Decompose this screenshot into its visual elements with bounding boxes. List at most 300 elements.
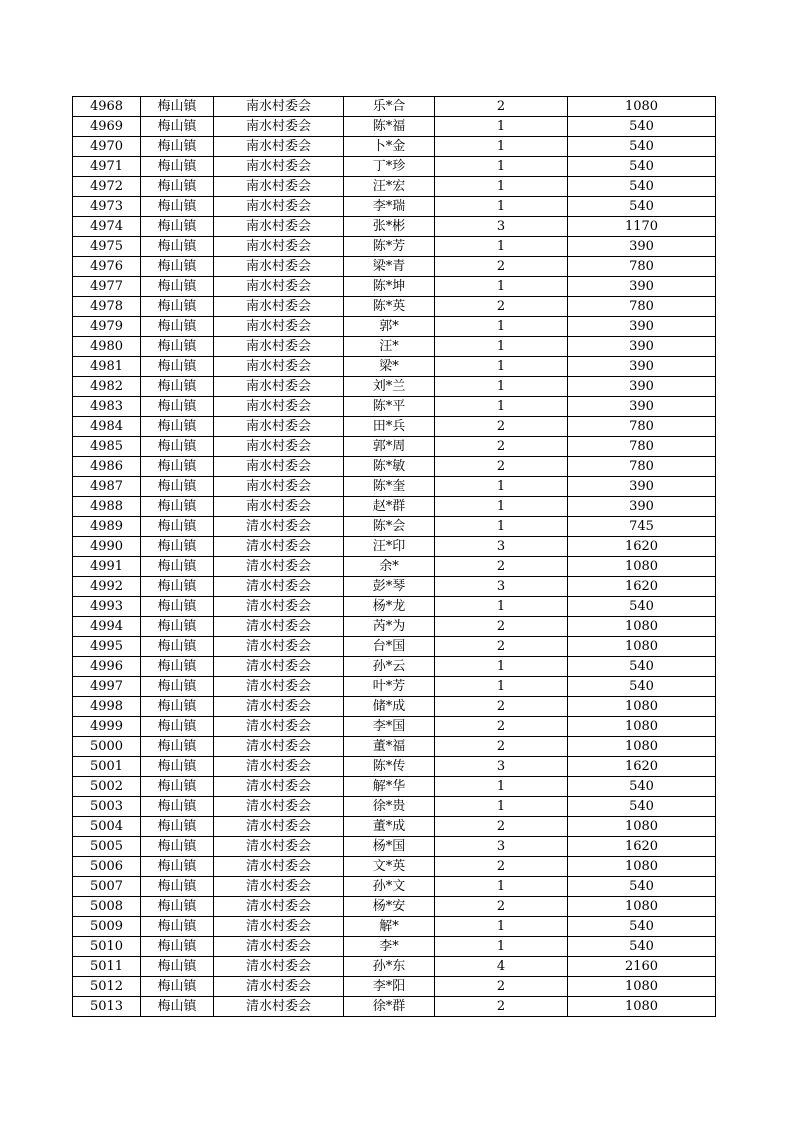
record-id-cell: 4982 — [73, 377, 141, 397]
household-count-cell: 1 — [435, 157, 568, 177]
village-cell: 清水村委会 — [214, 637, 344, 657]
table-row — [73, 777, 716, 797]
household-count-cell: 2 — [435, 697, 568, 717]
name-cell: 丁*珍 — [344, 157, 435, 177]
town-cell: 梅山镇 — [141, 317, 214, 337]
town-cell: 梅山镇 — [141, 857, 214, 877]
village-cell: 清水村委会 — [214, 677, 344, 697]
amount-cell: 1080 — [568, 857, 716, 877]
household-count-cell: 2 — [435, 97, 568, 117]
record-id-cell: 5013 — [73, 997, 141, 1017]
table-row — [73, 937, 716, 957]
village-cell: 南水村委会 — [214, 317, 344, 337]
town-cell: 梅山镇 — [141, 717, 214, 737]
table-row — [73, 617, 716, 637]
town-cell: 梅山镇 — [141, 257, 214, 277]
household-count-cell: 2 — [435, 717, 568, 737]
record-id-cell: 4981 — [73, 357, 141, 377]
household-count-cell: 2 — [435, 737, 568, 757]
household-count-cell: 3 — [435, 537, 568, 557]
household-count-cell: 2 — [435, 977, 568, 997]
village-cell: 清水村委会 — [214, 937, 344, 957]
household-count-cell: 1 — [435, 657, 568, 677]
household-count-cell: 2 — [435, 457, 568, 477]
record-id-cell: 5004 — [73, 817, 141, 837]
record-id-cell: 4973 — [73, 197, 141, 217]
household-count-cell: 1 — [435, 797, 568, 817]
name-cell: 陈*会 — [344, 517, 435, 537]
village-cell: 清水村委会 — [214, 797, 344, 817]
table-row — [73, 537, 716, 557]
name-cell: 陈*坤 — [344, 277, 435, 297]
amount-cell: 390 — [568, 317, 716, 337]
village-cell: 清水村委会 — [214, 597, 344, 617]
table-row — [73, 737, 716, 757]
record-id-cell: 5000 — [73, 737, 141, 757]
record-id-cell: 4968 — [73, 97, 141, 117]
village-cell: 清水村委会 — [214, 697, 344, 717]
town-cell: 梅山镇 — [141, 457, 214, 477]
record-id-cell: 5001 — [73, 757, 141, 777]
village-cell: 南水村委会 — [214, 117, 344, 137]
name-cell: 汪*印 — [344, 537, 435, 557]
record-id-cell: 4977 — [73, 277, 141, 297]
name-cell: 彭*琴 — [344, 577, 435, 597]
name-cell: 叶*芳 — [344, 677, 435, 697]
village-cell: 南水村委会 — [214, 257, 344, 277]
amount-cell: 390 — [568, 397, 716, 417]
household-count-cell: 1 — [435, 517, 568, 537]
record-id-cell: 4993 — [73, 597, 141, 617]
name-cell: 梁* — [344, 357, 435, 377]
record-id-cell: 4990 — [73, 537, 141, 557]
name-cell: 台*国 — [344, 637, 435, 657]
household-count-cell: 2 — [435, 417, 568, 437]
household-count-cell: 2 — [435, 557, 568, 577]
name-cell: 卜*金 — [344, 137, 435, 157]
amount-cell: 540 — [568, 657, 716, 677]
table-row — [73, 497, 716, 517]
amount-cell: 1080 — [568, 897, 716, 917]
town-cell: 梅山镇 — [141, 897, 214, 917]
name-cell: 乐*合 — [344, 97, 435, 117]
amount-cell: 1620 — [568, 757, 716, 777]
record-id-cell: 5011 — [73, 957, 141, 977]
village-cell: 南水村委会 — [214, 297, 344, 317]
household-count-cell: 2 — [435, 897, 568, 917]
amount-cell: 1080 — [568, 97, 716, 117]
table-row — [73, 637, 716, 657]
table-row — [73, 437, 716, 457]
amount-cell: 540 — [568, 597, 716, 617]
town-cell: 梅山镇 — [141, 497, 214, 517]
table-row — [73, 877, 716, 897]
amount-cell: 390 — [568, 477, 716, 497]
household-count-cell: 1 — [435, 137, 568, 157]
village-cell: 清水村委会 — [214, 737, 344, 757]
table-row — [73, 837, 716, 857]
name-cell: 陈*敏 — [344, 457, 435, 477]
table-row — [73, 477, 716, 497]
table-row — [73, 277, 716, 297]
town-cell: 梅山镇 — [141, 937, 214, 957]
village-cell: 南水村委会 — [214, 417, 344, 437]
amount-cell: 390 — [568, 237, 716, 257]
amount-cell: 1620 — [568, 537, 716, 557]
record-id-cell: 4997 — [73, 677, 141, 697]
village-cell: 清水村委会 — [214, 857, 344, 877]
name-cell: 陈*芳 — [344, 237, 435, 257]
amount-cell: 780 — [568, 297, 716, 317]
table-row — [73, 197, 716, 217]
amount-cell: 540 — [568, 177, 716, 197]
household-count-cell: 1 — [435, 237, 568, 257]
record-id-cell: 5002 — [73, 777, 141, 797]
table-row — [73, 977, 716, 997]
household-count-cell: 1 — [435, 397, 568, 417]
amount-cell: 1080 — [568, 737, 716, 757]
village-cell: 南水村委会 — [214, 337, 344, 357]
record-id-cell: 4983 — [73, 397, 141, 417]
name-cell: 陈*奎 — [344, 477, 435, 497]
record-id-cell: 4998 — [73, 697, 141, 717]
name-cell: 赵*群 — [344, 497, 435, 517]
name-cell: 李*阳 — [344, 977, 435, 997]
household-count-cell: 1 — [435, 917, 568, 937]
name-cell: 解*华 — [344, 777, 435, 797]
town-cell: 梅山镇 — [141, 957, 214, 977]
name-cell: 杨*安 — [344, 897, 435, 917]
amount-cell: 540 — [568, 677, 716, 697]
table-row — [73, 857, 716, 877]
amount-cell: 1080 — [568, 717, 716, 737]
table-row — [73, 337, 716, 357]
amount-cell: 780 — [568, 417, 716, 437]
table-row — [73, 957, 716, 977]
household-count-cell: 2 — [435, 437, 568, 457]
amount-cell: 390 — [568, 277, 716, 297]
household-count-cell: 2 — [435, 257, 568, 277]
name-cell: 徐*贵 — [344, 797, 435, 817]
household-count-cell: 1 — [435, 337, 568, 357]
town-cell: 梅山镇 — [141, 277, 214, 297]
record-id-cell: 4987 — [73, 477, 141, 497]
amount-cell: 1080 — [568, 637, 716, 657]
record-id-cell: 4994 — [73, 617, 141, 637]
table-row — [73, 577, 716, 597]
name-cell: 李* — [344, 937, 435, 957]
table-row — [73, 657, 716, 677]
village-cell: 南水村委会 — [214, 277, 344, 297]
record-id-cell: 4976 — [73, 257, 141, 277]
record-id-cell: 4980 — [73, 337, 141, 357]
household-count-cell: 1 — [435, 777, 568, 797]
name-cell: 孙*东 — [344, 957, 435, 977]
household-count-cell: 1 — [435, 277, 568, 297]
household-count-cell: 1 — [435, 477, 568, 497]
name-cell: 董*成 — [344, 817, 435, 837]
town-cell: 梅山镇 — [141, 117, 214, 137]
village-cell: 南水村委会 — [214, 217, 344, 237]
name-cell: 汪* — [344, 337, 435, 357]
village-cell: 清水村委会 — [214, 657, 344, 677]
town-cell: 梅山镇 — [141, 537, 214, 557]
name-cell: 李*国 — [344, 717, 435, 737]
table-row — [73, 997, 716, 1017]
household-count-cell: 2 — [435, 857, 568, 877]
amount-cell: 1620 — [568, 577, 716, 597]
town-cell: 梅山镇 — [141, 297, 214, 317]
town-cell: 梅山镇 — [141, 237, 214, 257]
household-count-cell: 3 — [435, 837, 568, 857]
village-cell: 南水村委会 — [214, 157, 344, 177]
household-count-cell: 1 — [435, 497, 568, 517]
amount-cell: 1080 — [568, 977, 716, 997]
town-cell: 梅山镇 — [141, 197, 214, 217]
amount-cell: 2160 — [568, 957, 716, 977]
village-cell: 南水村委会 — [214, 457, 344, 477]
household-count-cell: 1 — [435, 117, 568, 137]
household-count-cell: 1 — [435, 677, 568, 697]
amount-cell: 540 — [568, 137, 716, 157]
table-row — [73, 797, 716, 817]
amount-cell: 390 — [568, 357, 716, 377]
amount-cell: 390 — [568, 377, 716, 397]
record-id-cell: 4989 — [73, 517, 141, 537]
amount-cell: 1080 — [568, 817, 716, 837]
town-cell: 梅山镇 — [141, 97, 214, 117]
record-id-cell: 4984 — [73, 417, 141, 437]
household-count-cell: 2 — [435, 997, 568, 1017]
household-count-cell: 2 — [435, 617, 568, 637]
town-cell: 梅山镇 — [141, 677, 214, 697]
name-cell: 徐*群 — [344, 997, 435, 1017]
village-cell: 南水村委会 — [214, 437, 344, 457]
name-cell: 李*瑞 — [344, 197, 435, 217]
record-id-cell: 4974 — [73, 217, 141, 237]
name-cell: 郭* — [344, 317, 435, 337]
table-row — [73, 297, 716, 317]
household-count-cell: 3 — [435, 217, 568, 237]
town-cell: 梅山镇 — [141, 817, 214, 837]
table-row — [73, 97, 716, 117]
village-cell: 清水村委会 — [214, 897, 344, 917]
town-cell: 梅山镇 — [141, 357, 214, 377]
amount-cell: 1080 — [568, 697, 716, 717]
name-cell: 陈*平 — [344, 397, 435, 417]
town-cell: 梅山镇 — [141, 597, 214, 617]
name-cell: 文*英 — [344, 857, 435, 877]
village-cell: 清水村委会 — [214, 817, 344, 837]
table-row — [73, 557, 716, 577]
amount-cell: 1080 — [568, 997, 716, 1017]
village-cell: 南水村委会 — [214, 377, 344, 397]
town-cell: 梅山镇 — [141, 737, 214, 757]
record-id-cell: 4971 — [73, 157, 141, 177]
village-cell: 清水村委会 — [214, 977, 344, 997]
town-cell: 梅山镇 — [141, 417, 214, 437]
town-cell: 梅山镇 — [141, 997, 214, 1017]
amount-cell: 540 — [568, 117, 716, 137]
household-count-cell: 1 — [435, 317, 568, 337]
household-count-cell: 1 — [435, 177, 568, 197]
table-row — [73, 357, 716, 377]
village-cell: 清水村委会 — [214, 577, 344, 597]
name-cell: 杨*龙 — [344, 597, 435, 617]
town-cell: 梅山镇 — [141, 397, 214, 417]
table-row — [73, 177, 716, 197]
record-id-cell: 5007 — [73, 877, 141, 897]
amount-cell: 540 — [568, 917, 716, 937]
town-cell: 梅山镇 — [141, 917, 214, 937]
name-cell: 余* — [344, 557, 435, 577]
town-cell: 梅山镇 — [141, 337, 214, 357]
village-cell: 清水村委会 — [214, 617, 344, 637]
village-cell: 南水村委会 — [214, 177, 344, 197]
town-cell: 梅山镇 — [141, 577, 214, 597]
household-count-cell: 1 — [435, 197, 568, 217]
amount-cell: 1620 — [568, 837, 716, 857]
table-row — [73, 157, 716, 177]
record-id-cell: 5012 — [73, 977, 141, 997]
table-row — [73, 417, 716, 437]
town-cell: 梅山镇 — [141, 557, 214, 577]
name-cell: 解* — [344, 917, 435, 937]
name-cell: 刘*兰 — [344, 377, 435, 397]
village-cell: 清水村委会 — [214, 537, 344, 557]
household-count-cell: 1 — [435, 377, 568, 397]
town-cell: 梅山镇 — [141, 377, 214, 397]
table-row — [73, 217, 716, 237]
record-id-cell: 4985 — [73, 437, 141, 457]
name-cell: 储*成 — [344, 697, 435, 717]
household-count-cell: 1 — [435, 937, 568, 957]
amount-cell: 540 — [568, 797, 716, 817]
table-row — [73, 237, 716, 257]
village-cell: 南水村委会 — [214, 497, 344, 517]
record-id-cell: 5005 — [73, 837, 141, 857]
household-count-cell: 1 — [435, 597, 568, 617]
household-count-cell: 2 — [435, 817, 568, 837]
table-row — [73, 317, 716, 337]
village-cell: 清水村委会 — [214, 877, 344, 897]
record-id-cell: 4979 — [73, 317, 141, 337]
record-id-cell: 4996 — [73, 657, 141, 677]
village-cell: 南水村委会 — [214, 357, 344, 377]
household-count-cell: 2 — [435, 297, 568, 317]
name-cell: 梁*青 — [344, 257, 435, 277]
table-row — [73, 597, 716, 617]
household-count-cell: 1 — [435, 357, 568, 377]
table-row — [73, 697, 716, 717]
table-row — [73, 397, 716, 417]
village-cell: 清水村委会 — [214, 717, 344, 737]
name-cell: 陈*福 — [344, 117, 435, 137]
record-id-cell: 5008 — [73, 897, 141, 917]
record-id-cell: 4975 — [73, 237, 141, 257]
record-id-cell: 5009 — [73, 917, 141, 937]
village-cell: 清水村委会 — [214, 517, 344, 537]
record-id-cell: 4970 — [73, 137, 141, 157]
village-cell: 清水村委会 — [214, 957, 344, 977]
record-id-cell: 4991 — [73, 557, 141, 577]
roster-body — [73, 97, 716, 1017]
town-cell: 梅山镇 — [141, 177, 214, 197]
table-row — [73, 117, 716, 137]
amount-cell: 1170 — [568, 217, 716, 237]
amount-cell: 390 — [568, 337, 716, 357]
amount-cell: 390 — [568, 497, 716, 517]
amount-cell: 540 — [568, 937, 716, 957]
amount-cell: 540 — [568, 777, 716, 797]
record-id-cell: 4978 — [73, 297, 141, 317]
name-cell: 汪*宏 — [344, 177, 435, 197]
amount-cell: 780 — [568, 457, 716, 477]
village-cell: 清水村委会 — [214, 837, 344, 857]
town-cell: 梅山镇 — [141, 637, 214, 657]
village-cell: 南水村委会 — [214, 397, 344, 417]
town-cell: 梅山镇 — [141, 877, 214, 897]
amount-cell: 780 — [568, 257, 716, 277]
amount-cell: 1080 — [568, 617, 716, 637]
record-id-cell: 4995 — [73, 637, 141, 657]
village-cell: 清水村委会 — [214, 997, 344, 1017]
village-cell: 南水村委会 — [214, 237, 344, 257]
town-cell: 梅山镇 — [141, 437, 214, 457]
name-cell: 芮*为 — [344, 617, 435, 637]
table-row — [73, 757, 716, 777]
amount-cell: 745 — [568, 517, 716, 537]
village-cell: 南水村委会 — [214, 197, 344, 217]
table-row — [73, 257, 716, 277]
name-cell: 郭*周 — [344, 437, 435, 457]
village-cell: 清水村委会 — [214, 757, 344, 777]
name-cell: 孙*云 — [344, 657, 435, 677]
household-count-cell: 3 — [435, 757, 568, 777]
record-id-cell: 5006 — [73, 857, 141, 877]
table-row — [73, 457, 716, 477]
table-row — [73, 817, 716, 837]
town-cell: 梅山镇 — [141, 517, 214, 537]
roster-table — [72, 96, 716, 1017]
village-cell: 清水村委会 — [214, 777, 344, 797]
table-row — [73, 897, 716, 917]
village-cell: 南水村委会 — [214, 477, 344, 497]
amount-cell: 540 — [568, 157, 716, 177]
town-cell: 梅山镇 — [141, 757, 214, 777]
town-cell: 梅山镇 — [141, 137, 214, 157]
amount-cell: 780 — [568, 437, 716, 457]
name-cell: 杨*国 — [344, 837, 435, 857]
record-id-cell: 5003 — [73, 797, 141, 817]
amount-cell: 1080 — [568, 557, 716, 577]
town-cell: 梅山镇 — [141, 617, 214, 637]
amount-cell: 540 — [568, 877, 716, 897]
town-cell: 梅山镇 — [141, 697, 214, 717]
village-cell: 南水村委会 — [214, 137, 344, 157]
village-cell: 南水村委会 — [214, 97, 344, 117]
table-row — [73, 377, 716, 397]
household-count-cell: 1 — [435, 877, 568, 897]
village-cell: 清水村委会 — [214, 557, 344, 577]
name-cell: 董*福 — [344, 737, 435, 757]
record-id-cell: 4999 — [73, 717, 141, 737]
household-count-cell: 3 — [435, 577, 568, 597]
table-row — [73, 517, 716, 537]
table-row — [73, 677, 716, 697]
town-cell: 梅山镇 — [141, 477, 214, 497]
town-cell: 梅山镇 — [141, 657, 214, 677]
